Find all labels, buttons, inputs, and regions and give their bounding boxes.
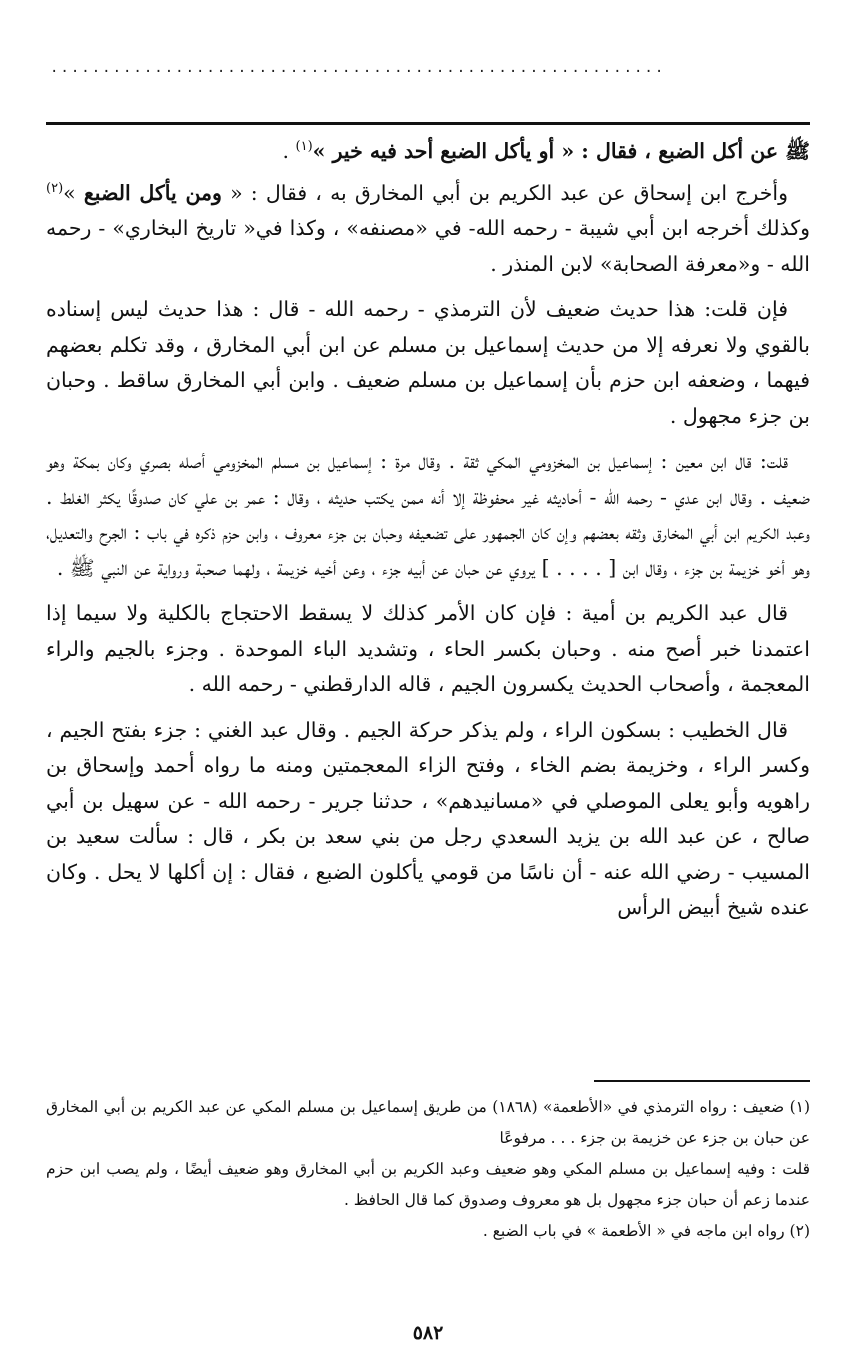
page-number: ٥٨٢ — [412, 1322, 444, 1344]
paragraph-6: قال الخطيب : بسكون الراء ، ولم يذكر حركة الجيم . وقال عبد الغني : جزء بفتح الجيم ، وكسر الراء ، وخزيمة بضم الخاء ، وفتح الزاء المعجمتين ومنه ما رواه أحمد وإسحاق بن راهويه وأبو يعلى الموصلي في «مسانيدهم» ، حدثنا جرير - رحمه الله - عن سهيل بن أبي صالح ، عن عبد الله بن يزيد السعدي رجل من بني سعد بن بكر ، قال : سألت سعيد بن المسيب - رضي الله عنه - أن ناسًا من قومي يأكلون الضبع ، فقال : إن أكلها لا يحل . وكان عنده شيخ أبيض الرأس — [46, 717, 810, 919]
paragraph-2-quote: ومن يأكل الضبع — [83, 180, 222, 205]
footnote-2: (٢) رواه ابن ماجه في « الأطعمة » في باب الضبع . — [482, 1222, 810, 1240]
paragraph-2 — [46, 176, 810, 283]
paragraph-2-text-b: » — [63, 180, 84, 205]
footnote-separator — [594, 1080, 810, 1082]
paragraph-3: فإن قلت: هذا حديث ضعيف لأن الترمذي - رحمه الله - قال : هذا حديث ليس إسناده بالقوي ولا نعرفه إلا من حديث إسماعيل بن مسلم عن ابن أبي المخارق ، وقد تكلم بعضهم فيهما ، وضعفه ابن حزم بأن إسماعيل بن مسلم ضعيف . وابن أبي المخارق ساقط . وحبان بن جزء مجهول . — [46, 297, 810, 428]
header-dotted-line: ........................................................... — [50, 60, 666, 76]
footnote-ref-2: (٢) — [46, 180, 64, 196]
paragraph-1-text: ﷺ عن أكل الضبع ، فقال : « أو يأكل الضبع أحد فيه خير » — [312, 139, 810, 163]
paragraph-1-end: . — [282, 139, 296, 163]
paragraph-4: قلت: قال ابن معين : إسماعيل بن المخزومي المكي ثقة . وقال مرة : إسماعيل بن مسلم المخزومي أصله بصري وكان بمكة وهو ضعيف . وقال ابن عدي - رحمه الله - أحاديثه غير محفوظة إلا أنه ممن يكتب حديثه ، وقال : عمر بن علي كان صدوقًا يكثر الغلط . وعبد الكريم ابن أبي المخارق وثقه بعضهم وإن كان الجمهور على تضعيفه وحبان بن جزء معروف ، وابن حزم ذكره في باب : الجرح والتعديل، وهو أخو خزيمة بن جزء ، وقال ابن [ . . . . ] يروي عن حبان عن أبيه جزء ، وعن أخيه خزيمة ، ولهما صحبة ورواية عن النبي ﷺ . — [46, 449, 810, 580]
header-rule — [46, 122, 810, 125]
paragraph-5: قال عبد الكريم بن أمية : فإن كان الأمر كذلك لا يسقط الاحتجاج بالكلية ولا سيما إذا اعتمدنا خبر أصح منه . وحبان بكسر الحاء ، وتشديد الباء الموحدة . وجزء بالجيم والراء المعجمة ، وأصحاب الحديث يكسرون الجيم ، قاله الدارقطني - رحمه الله . — [46, 601, 810, 696]
paragraph-2-text-a: وأخرج ابن إسحاق عن عبد الكريم بن أبي المخارق به ، فقال : « — [221, 180, 789, 205]
footnotes — [46, 1092, 810, 1247]
footnote-ref-1: (١) — [295, 139, 313, 155]
paragraph-1 — [46, 134, 810, 170]
main-text — [46, 134, 810, 936]
footnote-1: (١) ضعيف : رواه الترمذي في «الأطعمة» (١٨٦٨) من طريق إسماعيل بن مسلم المكي عن عبد الكريم بن أبي المخارق عن حبان بن جزء عن خزيمة بن جزء . . . مرفوعًا — [46, 1098, 811, 1147]
footnote-1-note: قلت : وفيه إسماعيل بن مسلم المكي وهو ضعيف وعبد الكريم بن أبي المخارق وهو ضعيف أيضًا ، ولم يصب ابن حزم عندما زعم أن حبان جزء مجهول بل هو معروف وصدوق كما قال الحافظ . — [46, 1160, 810, 1209]
paragraph-2-text-c: وكذلك أخرجه ابن أبي شيبة - رحمه الله- في «مصنفه» ، وكذا في« تاريخ البخاري» - رحمه الله - و«معرفة الصحابة» لابن المنذر . — [46, 216, 810, 276]
